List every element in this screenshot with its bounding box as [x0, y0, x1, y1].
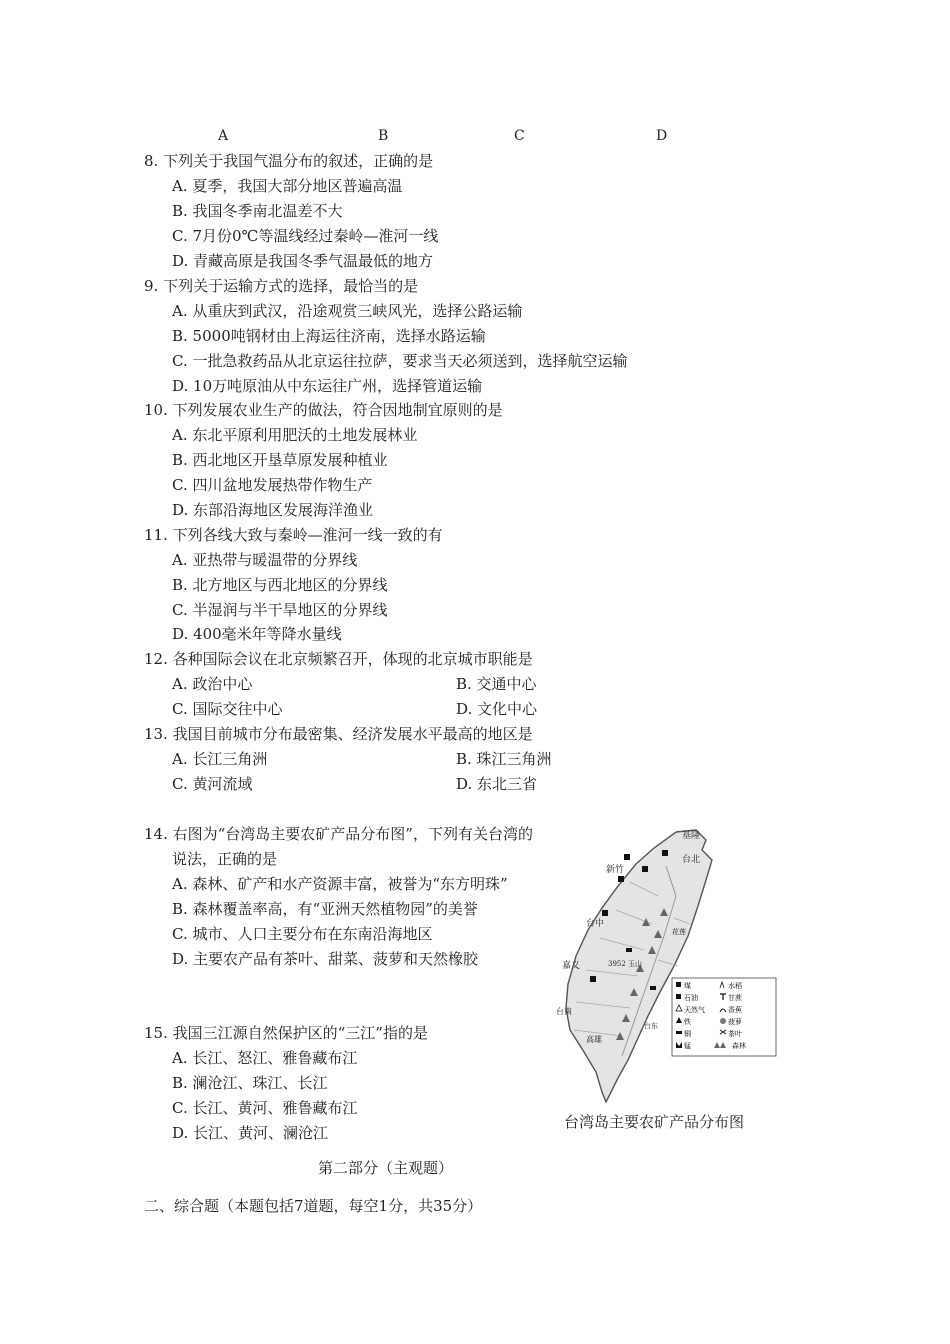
city-tainan: 台南	[556, 1007, 572, 1016]
peak-yushan-label: 3952 玉山	[608, 960, 643, 968]
legend-sugarcane: 甘蔗	[728, 994, 742, 1002]
q15-option-c: C. 长江、黄河、雅鲁藏布江	[172, 1099, 358, 1117]
q15-stem: 15. 我国三江源自然保护区的“三江”指的是	[144, 1024, 428, 1042]
q9-stem: 9. 下列关于运输方式的选择，最恰当的是	[144, 277, 419, 295]
city-hualien: 花莲	[672, 928, 686, 936]
q11-option-b: B. 北方地区与西北地区的分界线	[172, 576, 388, 594]
legend-iron: 铁	[684, 1018, 691, 1026]
q10-stem: 10. 下列发展农业生产的做法，符合因地制宜原则的是	[144, 401, 503, 419]
q9-option-c: C. 一批急救药品从北京运往拉萨，要求当天必须送到，选择航空运输	[172, 352, 628, 370]
city-kaohsiung: 高雄	[586, 1035, 602, 1044]
q14-option-a: A. 森林、矿产和水产资源丰富，被誉为“东方明珠”	[172, 875, 508, 893]
q9-option-d: D. 10万吨原油从中东运往广州，选择管道运输	[172, 377, 483, 395]
city-taipei: 台北	[682, 855, 701, 865]
q15-option-b: B. 澜沧江、珠江、长江	[172, 1074, 328, 1092]
city-keelung: 基隆	[682, 831, 701, 841]
q12-option-d: D. 文化中心	[456, 700, 538, 718]
q8-option-a: A. 夏季，我国大部分地区普遍高温	[172, 177, 403, 195]
q12-option-a: A. 政治中心	[172, 675, 253, 693]
q14-stem-line1: 14. 右图为“台湾岛主要农矿产品分布图”，下列有关台湾的	[144, 825, 533, 843]
q12-stem: 12. 各种国际会议在北京频繁召开，体现的北京城市职能是	[144, 650, 533, 668]
q10-option-d: D. 东部沿海地区发展海洋渔业	[172, 501, 374, 519]
legend-manganese: 锰	[684, 1042, 691, 1050]
q14-option-b: B. 森林覆盖率高，有“亚洲天然植物园”的美誉	[172, 900, 478, 918]
q14-option-c: C. 城市、人口主要分布在东南沿海地区	[172, 925, 433, 943]
city-taichung: 台中	[586, 919, 605, 929]
q12-option-c: C. 国际交往中心	[172, 700, 283, 718]
top-label-b: B	[378, 128, 389, 144]
q15-option-a: A. 长江、怒江、雅鲁藏布江	[172, 1049, 358, 1067]
city-hsinchu: 新竹	[606, 865, 625, 875]
q8-option-b: B. 我国冬季南北温差不大	[172, 202, 343, 220]
q15-option-d: D. 长江、黄河、澜沧江	[172, 1124, 329, 1142]
q10-option-c: C. 四川盆地发展热带作物生产	[172, 476, 373, 494]
top-label-d: D	[656, 128, 668, 144]
q8-stem: 8. 下列关于我国气温分布的叙述，正确的是	[144, 152, 434, 170]
q8-option-c: C. 7月份0℃等温线经过秦岭—淮河一线	[172, 227, 439, 245]
top-label-c: C	[514, 128, 525, 144]
q11-stem: 11. 下列各线大致与秦岭—淮河一线一致的有	[144, 526, 443, 544]
legend-tea: 茶叶	[728, 1030, 742, 1038]
legend-natural-gas: 天然气	[684, 1006, 705, 1014]
q11-option-c: C. 半湿润与半干旱地区的分界线	[172, 601, 388, 619]
q12-option-b: B. 交通中心	[456, 675, 537, 693]
legend-forest: 森林	[732, 1042, 746, 1050]
q13-option-c: C. 黄河流域	[172, 775, 253, 793]
city-chiayi: 嘉义	[562, 961, 581, 971]
legend-banana: 香蕉	[728, 1006, 742, 1014]
q13-option-a: A. 长江三角洲	[172, 750, 268, 768]
q11-option-d: D. 400毫米年等降水量线	[172, 625, 342, 643]
section2-heading: 二、综合题（本题包括7道题，每空1分，共35分）	[144, 1197, 483, 1215]
copper-icon	[676, 1031, 682, 1034]
q9-option-b: B. 5000吨钢材由上海运往济南，选择水路运输	[172, 327, 486, 345]
q8-option-d: D. 青藏高原是我国冬季气温最低的地方	[172, 252, 434, 270]
top-label-a: A	[218, 128, 229, 144]
q13-stem: 13. 我国目前城市分布最密集、经济发展水平最高的地区是	[144, 725, 533, 743]
q14-stem-line2: 说法，正确的是	[172, 850, 278, 868]
coal-icon	[676, 982, 681, 987]
pineapple-icon	[720, 1018, 726, 1024]
taiwan-map	[556, 826, 778, 1106]
q10-option-a: A. 东北平原利用肥沃的土地发展林业	[172, 426, 418, 444]
q14-option-d: D. 主要农产品有茶叶、甜菜、菠萝和天然橡胶	[172, 950, 479, 968]
legend-coal: 煤	[684, 982, 691, 990]
section2-title: 第二部分（主观题）	[318, 1159, 454, 1177]
map-legend	[672, 978, 776, 1056]
q13-option-d: D. 东北三省	[456, 775, 538, 793]
map-caption: 台湾岛主要农矿产品分布图	[564, 1113, 745, 1131]
legend-rice: 水稻	[728, 982, 742, 990]
q9-option-a: A. 从重庆到武汉，沿途观赏三峡风光，选择公路运输	[172, 302, 523, 320]
legend-pineapple: 菠萝	[728, 1018, 742, 1026]
legend-oil: 石油	[684, 994, 698, 1002]
oil-icon	[676, 994, 681, 999]
legend-copper: 铜	[684, 1030, 691, 1038]
q11-option-a: A. 亚热带与暖温带的分界线	[172, 551, 358, 569]
city-taitung: 台东	[644, 1022, 658, 1030]
q13-option-b: B. 珠江三角洲	[456, 750, 552, 768]
q10-option-b: B. 西北地区开垦草原发展种植业	[172, 451, 388, 469]
